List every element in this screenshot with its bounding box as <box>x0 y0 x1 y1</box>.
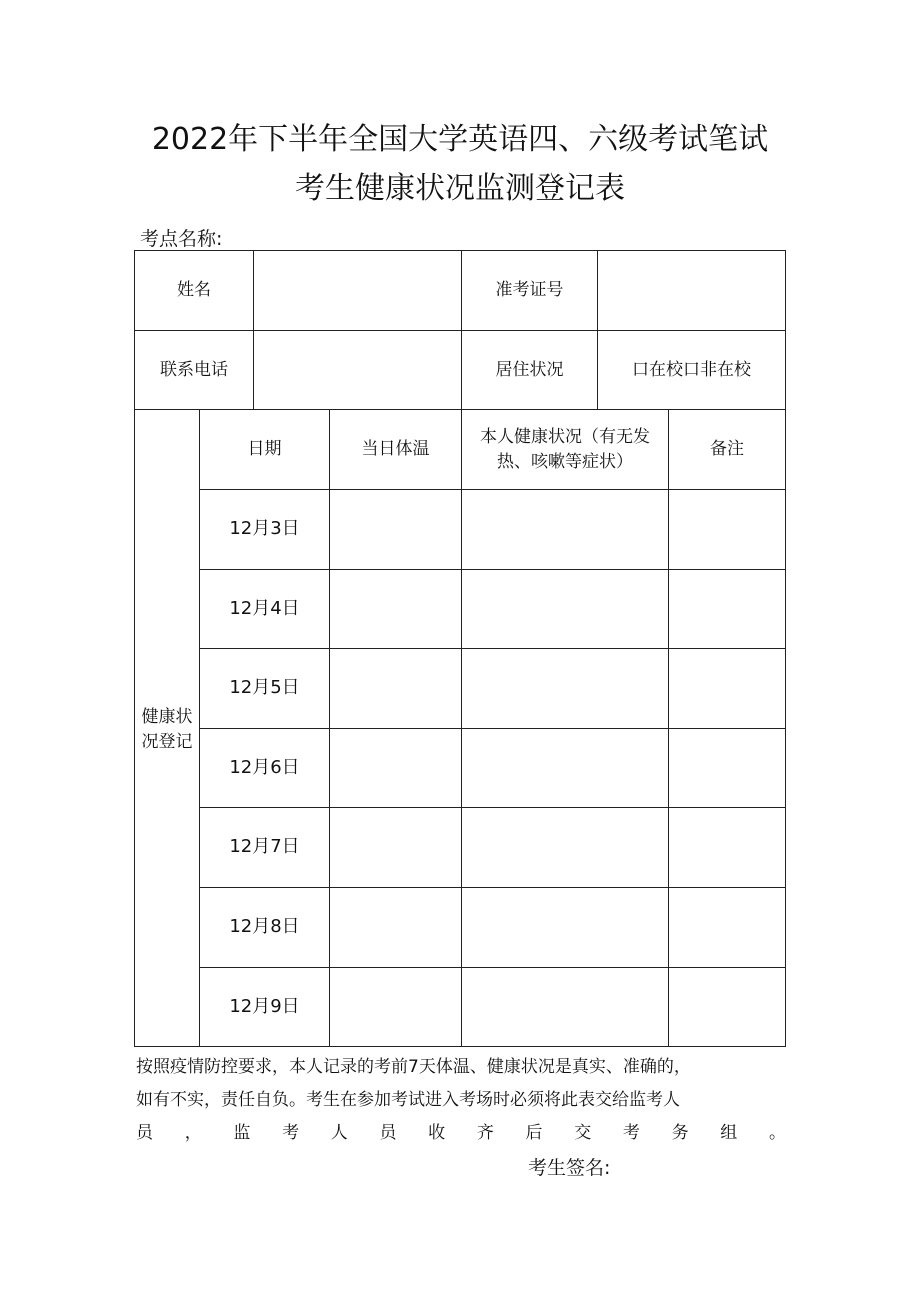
health-status-cell[interactable] <box>462 888 668 967</box>
remarks-cell[interactable] <box>669 729 785 807</box>
phone-label: 联系电话 <box>160 359 228 380</box>
declaration-line-1: 按照疫情防控要求，本人记录的考前7天体温、健康状况是真实、准确的， <box>136 1057 691 1077</box>
remarks-cell[interactable] <box>669 490 785 569</box>
temperature-cell[interactable] <box>330 888 461 967</box>
declaration-line-3 <box>136 1118 786 1143</box>
ticket-number-field[interactable] <box>598 251 785 330</box>
remarks-cell[interactable] <box>669 968 785 1046</box>
declaration-char: 考 <box>282 1123 300 1143</box>
declaration-char: 组 <box>720 1123 738 1143</box>
table-row-date: 12月7日 <box>229 836 300 858</box>
table-row-date: 12月9日 <box>229 995 300 1017</box>
residence-label: 居住状况 <box>495 359 564 380</box>
declaration-char: 交 <box>574 1123 592 1143</box>
form-title-line1: 2022年下半年全国大学英语四、六级考试笔试 <box>151 122 769 157</box>
declaration-char: 员 <box>379 1123 397 1143</box>
declaration-char: 齐 <box>476 1123 494 1143</box>
temperature-cell[interactable] <box>330 968 461 1046</box>
temperature-cell[interactable] <box>330 490 461 569</box>
name-label: 姓名 <box>177 280 211 301</box>
temperature-cell[interactable] <box>330 729 461 807</box>
remarks-header: 备注 <box>710 439 744 460</box>
health-status-cell[interactable] <box>462 968 668 1046</box>
temperature-cell[interactable] <box>330 808 461 887</box>
declaration-char: 收 <box>428 1123 446 1143</box>
declaration-char: 后 <box>525 1123 543 1143</box>
phone-field[interactable] <box>254 331 461 409</box>
health-status-cell[interactable] <box>462 570 668 648</box>
table-row-date: 12月3日 <box>229 518 300 540</box>
form-title-line2: 考生健康状况监测登记表 <box>295 171 625 206</box>
declaration-char: 人 <box>330 1123 348 1143</box>
remarks-cell[interactable] <box>669 808 785 887</box>
remarks-cell[interactable] <box>669 888 785 967</box>
ticket-number-label: 准考证号 <box>495 280 564 301</box>
date-header: 日期 <box>247 439 282 460</box>
temperature-header: 当日体温 <box>361 439 430 460</box>
temperature-cell[interactable] <box>330 649 461 728</box>
health-status-cell[interactable] <box>462 808 668 887</box>
health-status-cell[interactable] <box>462 490 668 569</box>
temperature-cell[interactable] <box>330 570 461 648</box>
declaration-char: 务 <box>671 1123 689 1143</box>
declaration-char: 考 <box>622 1123 640 1143</box>
health-status-cell[interactable] <box>462 649 668 728</box>
residence-options[interactable]: 口在校口非在校 <box>632 359 751 380</box>
table-row-date: 12月8日 <box>229 916 300 938</box>
health-section-label: 健康状况登记 <box>141 707 193 752</box>
remarks-cell[interactable] <box>669 570 785 648</box>
declaration-char: 监 <box>233 1123 251 1143</box>
table-row-date: 12月6日 <box>229 756 300 778</box>
health-status-cell[interactable] <box>462 729 668 807</box>
table-row-date: 12月5日 <box>229 677 300 699</box>
signature-label: 考生签名: <box>528 1157 611 1179</box>
table-row-date: 12月4日 <box>229 597 300 619</box>
declaration-line-2: 如有不实，责任自负。考生在参加考试进入考场时必须将此表交给监考人 <box>136 1090 680 1110</box>
name-field[interactable] <box>254 251 461 330</box>
declaration-char: 。 <box>768 1123 786 1143</box>
declaration-char: ， <box>184 1123 202 1143</box>
declaration-char: 员 <box>136 1123 153 1143</box>
remarks-cell[interactable] <box>669 649 785 728</box>
venue-label: 考点名称: <box>140 228 223 250</box>
health-status-header: 本人健康状况（有无发热、咳嗽等症状） <box>480 426 650 472</box>
